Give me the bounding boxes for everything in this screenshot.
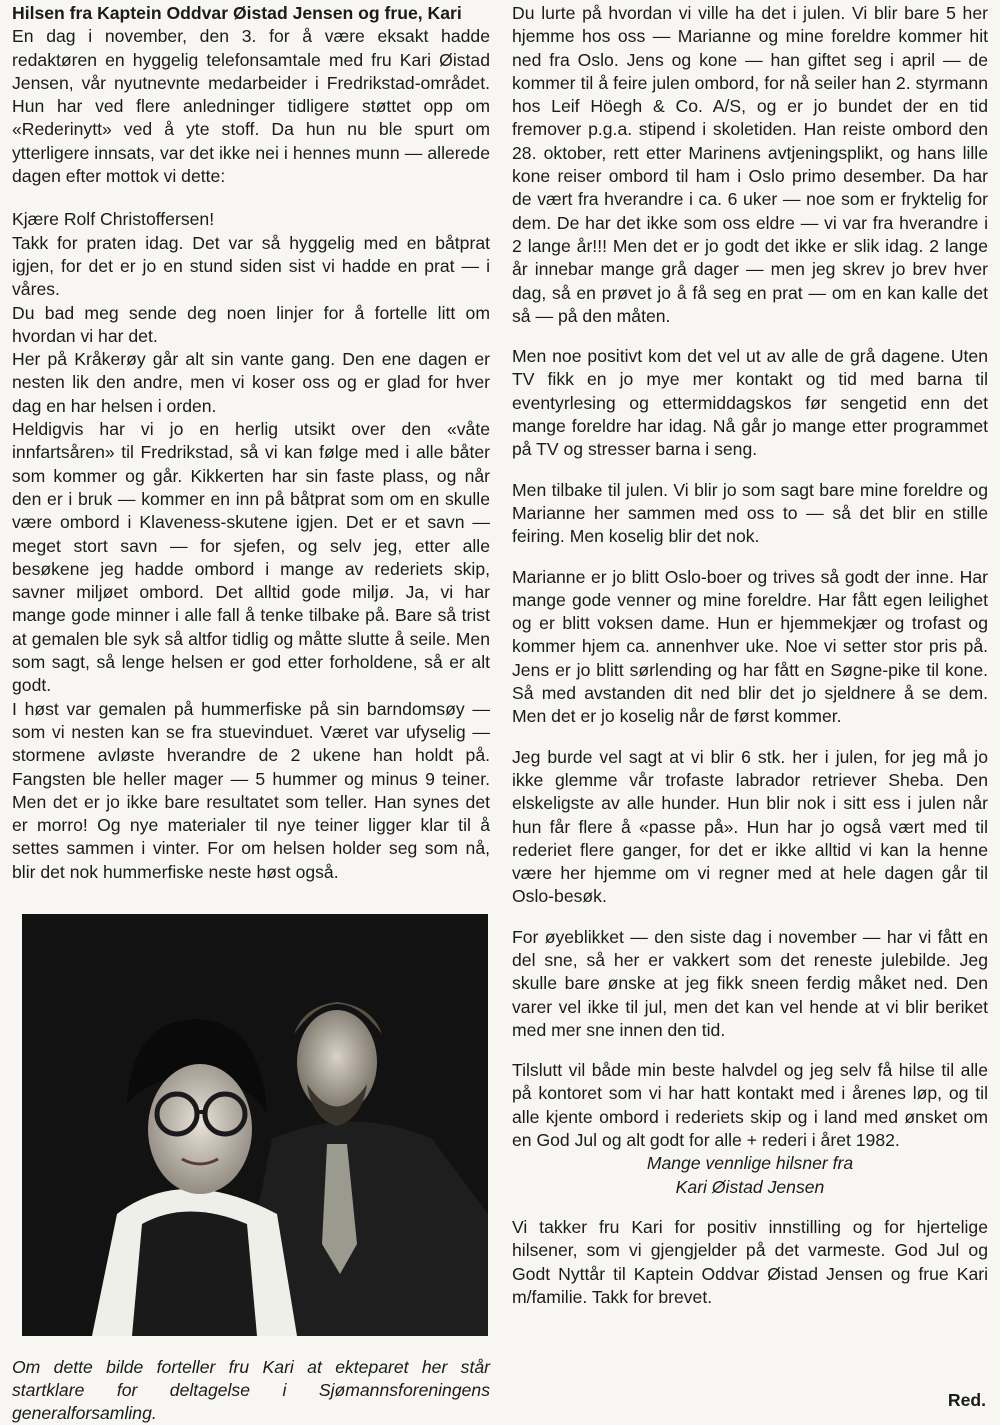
letter-paragraph: For øyeblikket — den siste dag i november — har vi fått en del sne, så her er vakkert som det reneste julebilde. Jeg skulle bare ønske at jeg fikk sneen ferdig måket ned. Den varer vel ikke til jul, men det kan vel hende at vi blir beriket med mer sne innen den tid. [512,926,988,1040]
letter-paragraph: Takk for praten idag. Det var så hyggelig med en båtprat igjen, for det er jo en stund siden sist vi hadde en prat — i våres. [12,232,490,300]
photo-caption: Om dette bilde forteller fru Kari at ekteparet her står startklare for deltagelse i Sjømannsforeningens generalforsamling. [12,1356,490,1424]
photo-illustration [22,914,488,1336]
left-column [12,2,490,884]
editor-signoff: Red. [947,1390,986,1410]
letter-paragraph: Du lurte på hvordan vi ville ha det i julen. Vi blir bare 5 her hjemme hos oss — Marianne og mine foreldre kommer hit ned fra Oslo. Jens og kone — han giftet seg i april — de kommer til å feire julen ombord, for nå seiler han 2. styrmann hos Leif Höegh & Co. A/S, og er jo bundet der en tid fremover p.g.a. stipend i skoletiden. Han reiste ombord den 28. oktober, rett etter Marinens avtjeningsplikt, og hans lille kone reiser ombord til ham i Oslo primo desember. Da har de vært fra hverandre i ca. 6 uker — noe som er fryktelig for dem. De har det ikke som oss eldre — vi var fra hverandre i 2 lange år!!! Men det er jo godt det ikke er slik idag. 2 lange år innebar mange grå dager — men jeg skrev jo brev hver dag, så en prøvet jo å få seg en prat — om en kan kalle det så — på den måten. [512,3,988,326]
couple-photo [22,914,488,1336]
letter-paragraph: Jeg burde vel sagt at vi blir 6 stk. her i julen, for jeg må jo ikke glemme vår trofaste labrador retriever Sheba. Den elskeligste av alle hunder. Hun blir nok i sitt ess i julen når hun får flere å «passe på». Hun har jo også vært med til rederiet flere ganger, for det er ikke alltid vi kan la henne være her hjemme om vi regner med at hele dagen går til Oslo-besøk. [512,746,988,907]
letter-paragraph: Marianne er jo blitt Oslo-boer og trives så godt der inne. Har mange gode venner og mine foreldre. Har fått egen leilighet og er blitt voksen dame. Hun er hjemmekjær og trofast og kommer hjem ca. annenhver uke. Noe vi setter stor pris på. Jens er jo blitt sørlending og har fått en Søgne-pike til kone. Så med avstanden dit ned blir det jo sjeldnere å se dem. Men det er jo koselig når de først kommer. [512,566,988,727]
article-headline: Hilsen fra Kaptein Oddvar Øistad Jensen og frue, Kari [12,3,462,23]
intro-paragraph: En dag i november, den 3. for å være eksakt hadde redaktøren en hyggelig telefonsamtale med fru Kari Øistad Jensen, vår nyutnevnte medarbeider i Fredrikstad-området. Hun har ved flere anledninger tidligere støttet opp om «Rederinytt» ved å yte stoff. Da hun nu ble spurt om ytterligere innsats, var det ikke nei i hennes munn — allerede dagen efter mottok vi dette: [12,26,490,187]
editor-closing: Vi takker fru Kari for positiv innstilling og for hjertelige hilsener, som vi gjengjelder på det varmeste. God Jul og Godt Nyttår til Kaptein Oddvar Øistad Jensen og frue Kari m/familie. Takk for brevet. [512,1216,988,1307]
letter-paragraph: Du bad meg sende deg noen linjer for å fortelle litt om hvordan vi har det. [12,302,490,346]
signature-block [512,1152,988,1199]
signature-name: Kari Øistad Jensen [675,1176,825,1197]
letter-paragraph: Tilslutt vil både min beste halvdel og jeg selv få hilse til alle på kontoret som vi har hatt kontakt med i årenes løp, og til alle kjente ombord i rederiets skip og i land med ønsket om en God Jul og alt godt for alle + rederi i året 1982. [512,1060,988,1151]
right-column [512,2,988,1309]
letter-paragraph: Her på Kråkerøy går alt sin vante gang. Den ene dagen er nesten lik den andre, men vi koser oss og er glad for hver dag en har helsen i orden. [12,349,490,416]
letter-paragraph: Men tilbake til julen. Vi blir jo som sagt bare mine foreldre og Marianne her sammen med oss to — så det blir en stille feiring. Men koselig blir det nok. [512,479,988,547]
letter-paragraph: Heldigvis har vi jo en herlig utsikt over den «våte innfartsåren» til Fredrikstad, så vi kan følge med i alle båter som kommer og går. Kikkerten har sin faste plass, og når den er i bruk — kommer en inn på båtprat som om en skulle være ombord i Klaveness-skutene igjen. Det er et savn — meget stort savn — for sjefen, og selv jeg, etter alle besøkene jeg hadde ombord i mange av rederiets skip, savner miljøet ombord. Det alltid gode miljø. Ja, vi har mange gode minner i alle fall å tenke tilbake på. Bare så trist at gemalen ble syk så altfor tidlig og måtte slutte å seile. Men som sagt, så lenge helsen er god etter forholdene, så er alt godt. [12,419,490,696]
signature-greeting: Mange vennlige hilsner fra [646,1153,854,1174]
letter-paragraph: I høst var gemalen på hummerfiske på sin barndomsøy — som vi nesten kan se fra stuevinduet. Været var ufyselig — stormene avløste hverandre de 2 ukene han holdt på. Fangsten ble heller mager — 5 hummer og minus 9 teiner. Men det er jo ikke bare resultatet som teller. Han synes det er morro! Og nye materialer til nye teiner ligger klar til å settes sammen i vinter. For om helsen holder seg som nå, blir det nok hummerfiske neste høst også. [12,698,490,882]
letter-salutation: Kjære Rolf Christoffersen! [12,209,215,230]
letter-paragraph: Men noe positivt kom det vel ut av alle de grå dagene. Uten TV fikk en jo mye mer kontakt og tid med barna til eventyrlesing og ettermiddagskos før sengetid enn det mange foreldre har idag. Nå går jo mange etter programmet på TV og stresser barna i seng. [512,346,988,460]
